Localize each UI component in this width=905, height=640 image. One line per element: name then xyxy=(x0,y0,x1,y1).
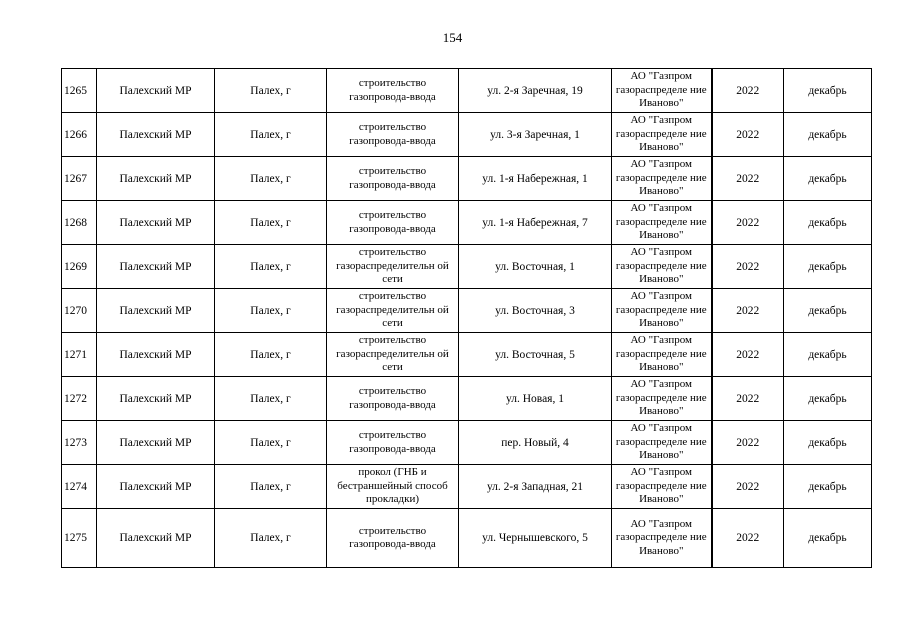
table-row xyxy=(62,245,872,289)
page-number: 154 xyxy=(442,30,463,45)
district-cell: Палехский МР xyxy=(97,157,215,201)
work-type-cell: строительство газораспределительн ой сети xyxy=(327,245,459,289)
table-row xyxy=(62,421,872,465)
district-cell: Палехский МР xyxy=(97,333,215,377)
work-type-cell: строительство газопровода-ввода xyxy=(327,201,459,245)
row-number: 1273 xyxy=(62,421,97,465)
year-cell: 2022 xyxy=(712,465,784,509)
settlement-cell: Палех, г xyxy=(215,289,327,333)
settlement-cell: Палех, г xyxy=(215,333,327,377)
month-cell: декабрь xyxy=(784,509,872,568)
executor-cell: АО "Газпром газораспределе ние Иваново" xyxy=(612,465,712,509)
month-cell: декабрь xyxy=(784,157,872,201)
table-row xyxy=(62,69,872,113)
address-cell: ул. Восточная, 3 xyxy=(459,289,612,333)
work-type-cell: строительство газопровода-ввода xyxy=(327,421,459,465)
work-type-cell: строительство газопровода-ввода xyxy=(327,113,459,157)
settlement-cell: Палех, г xyxy=(215,201,327,245)
row-number: 1267 xyxy=(62,157,97,201)
executor-cell: АО "Газпром газораспределе ние Иваново" xyxy=(612,157,712,201)
work-type-cell: строительство газораспределительн ой сети xyxy=(327,289,459,333)
month-cell: декабрь xyxy=(784,465,872,509)
year-cell: 2022 xyxy=(712,113,784,157)
month-cell: декабрь xyxy=(784,245,872,289)
executor-cell: АО "Газпром газораспределе ние Иваново" xyxy=(612,201,712,245)
district-cell: Палехский МР xyxy=(97,421,215,465)
address-cell: ул. 1-я Набережная, 1 xyxy=(459,157,612,201)
work-type-cell: прокол (ГНБ и бестраншейный способ прокладки) xyxy=(327,465,459,509)
settlement-cell: Палех, г xyxy=(215,113,327,157)
address-cell: ул. Восточная, 1 xyxy=(459,245,612,289)
year-cell: 2022 xyxy=(712,69,784,113)
month-cell: декабрь xyxy=(784,333,872,377)
year-cell: 2022 xyxy=(712,201,784,245)
address-cell: ул. Чернышевского, 5 xyxy=(459,509,612,568)
table-row xyxy=(62,113,872,157)
year-cell: 2022 xyxy=(712,421,784,465)
address-cell: ул. 3-я Заречная, 1 xyxy=(459,113,612,157)
table-row xyxy=(62,289,872,333)
district-cell: Палехский МР xyxy=(97,377,215,421)
settlement-cell: Палех, г xyxy=(215,157,327,201)
row-number: 1269 xyxy=(62,245,97,289)
district-cell: Палехский МР xyxy=(97,245,215,289)
address-cell: пер. Новый, 4 xyxy=(459,421,612,465)
district-cell: Палехский МР xyxy=(97,113,215,157)
district-cell: Палехский МР xyxy=(97,509,215,568)
table-row xyxy=(62,509,872,568)
month-cell: декабрь xyxy=(784,69,872,113)
table-row xyxy=(62,201,872,245)
year-cell: 2022 xyxy=(712,289,784,333)
executor-cell: АО "Газпром газораспределе ние Иваново" xyxy=(612,69,712,113)
year-cell: 2022 xyxy=(712,157,784,201)
month-cell: декабрь xyxy=(784,289,872,333)
table-row xyxy=(62,333,872,377)
row-number: 1275 xyxy=(62,509,97,568)
district-cell: Палехский МР xyxy=(97,201,215,245)
work-type-cell: строительство газопровода-ввода xyxy=(327,377,459,421)
work-type-cell: строительство газораспределительн ой сети xyxy=(327,333,459,377)
table-row xyxy=(62,377,872,421)
address-cell: ул. 2-я Заречная, 19 xyxy=(459,69,612,113)
settlement-cell: Палех, г xyxy=(215,69,327,113)
work-type-cell: строительство газопровода-ввода xyxy=(327,509,459,568)
executor-cell: АО "Газпром газораспределе ние Иваново" xyxy=(612,509,712,568)
row-number: 1272 xyxy=(62,377,97,421)
row-number: 1270 xyxy=(62,289,97,333)
table-row xyxy=(62,157,872,201)
settlement-cell: Палех, г xyxy=(215,509,327,568)
row-number: 1268 xyxy=(62,201,97,245)
settlement-cell: Палех, г xyxy=(215,465,327,509)
row-number: 1266 xyxy=(62,113,97,157)
table-row xyxy=(62,465,872,509)
year-cell: 2022 xyxy=(712,377,784,421)
executor-cell: АО "Газпром газораспределе ние Иваново" xyxy=(612,245,712,289)
address-cell: ул. 2-я Западная, 21 xyxy=(459,465,612,509)
row-number: 1271 xyxy=(62,333,97,377)
settlement-cell: Палех, г xyxy=(215,421,327,465)
executor-cell: АО "Газпром газораспределе ние Иваново" xyxy=(612,377,712,421)
settlement-cell: Палех, г xyxy=(215,377,327,421)
year-cell: 2022 xyxy=(712,333,784,377)
executor-cell: АО "Газпром газораспределе ние Иваново" xyxy=(612,289,712,333)
district-cell: Палехский МР xyxy=(97,465,215,509)
month-cell: декабрь xyxy=(784,201,872,245)
month-cell: декабрь xyxy=(784,113,872,157)
address-cell: ул. 1-я Набережная, 7 xyxy=(459,201,612,245)
district-cell: Палехский МР xyxy=(97,69,215,113)
year-cell: 2022 xyxy=(712,509,784,568)
executor-cell: АО "Газпром газораспределе ние Иваново" xyxy=(612,113,712,157)
settlement-cell: Палех, г xyxy=(215,245,327,289)
work-type-cell: строительство газопровода-ввода xyxy=(327,157,459,201)
work-type-cell: строительство газопровода-ввода xyxy=(327,69,459,113)
year-cell: 2022 xyxy=(712,245,784,289)
registry-table xyxy=(61,68,872,568)
address-cell: ул. Восточная, 5 xyxy=(459,333,612,377)
row-number: 1265 xyxy=(62,69,97,113)
month-cell: декабрь xyxy=(784,421,872,465)
address-cell: ул. Новая, 1 xyxy=(459,377,612,421)
executor-cell: АО "Газпром газораспределе ние Иваново" xyxy=(612,421,712,465)
month-cell: декабрь xyxy=(784,377,872,421)
executor-cell: АО "Газпром газораспределе ние Иваново" xyxy=(612,333,712,377)
row-number: 1274 xyxy=(62,465,97,509)
district-cell: Палехский МР xyxy=(97,289,215,333)
